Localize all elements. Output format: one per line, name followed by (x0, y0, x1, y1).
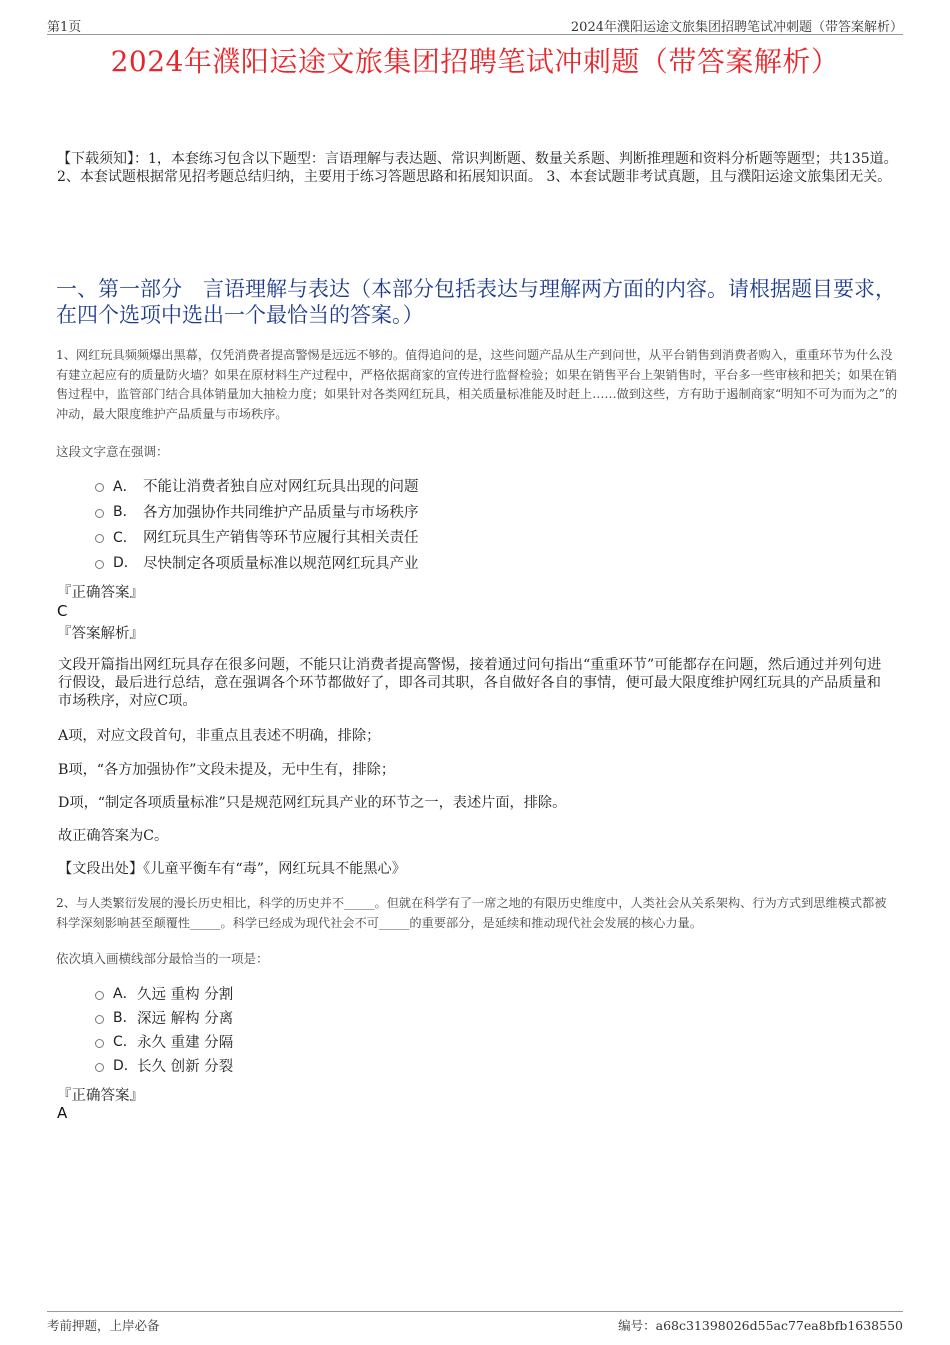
question-1-prompt: 这段文字意在强调： (56, 444, 169, 459)
footer-slogan: 考前押题，上岸必备 (47, 1318, 160, 1333)
question-2-option-c[interactable]: C． 永久 重建 分隔 (95, 1029, 233, 1053)
question-1-option-b[interactable]: B． 各方加强协作共同维护产品质量与市场秩序 (95, 499, 419, 525)
question-2-prompt: 依次填入画横线部分最恰当的一项是： (56, 951, 269, 966)
analysis-paragraph: B项，“各方加强协作”文段未提及，无中生有，排除； (58, 762, 396, 778)
radio-icon[interactable] (95, 509, 104, 518)
radio-icon[interactable] (95, 1063, 104, 1072)
question-2-option-a[interactable]: A． 久远 重构 分割 (95, 981, 233, 1005)
page-number: 第1页 (47, 20, 82, 35)
radio-icon[interactable] (95, 1015, 104, 1024)
header-doc-title: 2024年濮阳运途文旅集团招聘笔试冲刺题（带答案解析） (570, 20, 903, 35)
analysis-source: 【文段出处】《儿童平衡车有“毒”，网红玩具不能黑心》 (58, 861, 406, 877)
question-1-option-c[interactable]: C． 网红玩具生产销售等环节应履行其相关责任 (95, 524, 419, 550)
radio-icon[interactable] (95, 1039, 104, 1048)
question-1-option-d[interactable]: D． 尽快制定各项质量标准以规范网红玩具产业 (95, 550, 419, 576)
radio-icon[interactable] (95, 560, 104, 569)
question-2-options (95, 981, 233, 1077)
question-1-answer: C (57, 602, 68, 620)
document-title: 2024年濮阳运途文旅集团招聘笔试冲刺题（带答案解析） (110, 45, 840, 78)
question-1-text: 1、网红玩具频频爆出黑幕，仅凭消费者提高警惕是远远不够的。值得追问的是，这些问题产品从生产到问世，从平台销售到消费者购入，重重环节为什么没有建立起应有的质量防火墙？如果在原材料生产过程中，严格依据商家的宣传进行监督检验；如果在销售平台上架销售时，平台多一些审核和把关；如果在销售过程中，监管部门结合具体销量加大抽检力度；如果针对各类网红玩具，相关质量标准能及时赶上……做到这些，方有助于遏制商家“明知不可为而为之”的冲动，最大限度维护产品质量与市场秩序。 (56, 348, 898, 421)
analysis-paragraph: A项，对应文段首句，非重点且表述不明确，排除； (58, 728, 381, 744)
radio-icon[interactable] (95, 534, 104, 543)
question-2-option-d[interactable]: D． 长久 创新 分裂 (95, 1053, 233, 1077)
question-1-analysis-label: 『答案解析』 (57, 626, 144, 642)
download-notice: 【下载须知】：1，本套练习包含以下题型：言语理解与表达题、常识判断题、数量关系题、判断推理题和资料分析题等题型；共135道。 2、本套试题根据常见招考题总结归纳，主要用于练习答题思路和拓展知识面。 3、本套试题非考试真题，且与濮阳运途文旅集团无关。 (57, 151, 898, 185)
question-2-text: 2、与人类繁衍发展的漫长历史相比，科学的历史并不_____。但就在科学有了一席之地的有限历史维度中，人类社会从关系架构、行为方式到思维模式都被科学深刻影响甚至颠覆性_____。科学已经成为现代社会不可_____的重要部分，是延续和推动现代社会发展的核心力量。 (56, 896, 887, 930)
radio-icon[interactable] (95, 483, 104, 492)
page-header (47, 14, 903, 35)
question-1-options (95, 473, 419, 575)
footer-serial: 编号：a68c31398026d55ac77ea8bfb1638550 (618, 1318, 903, 1333)
radio-icon[interactable] (95, 991, 104, 1000)
question-1-option-a[interactable]: A． 不能让消费者独自应对网红玩具出现的问题 (95, 473, 419, 499)
analysis-paragraph: D项，“制定各项质量标准”只是规范网红玩具产业的环节之一，表述片面，排除。 (58, 795, 567, 811)
analysis-conclusion: 故正确答案为C。 (58, 828, 169, 844)
analysis-paragraph: 文段开篇指出网红玩具存在很多问题，不能只让消费者提高警惕，接着通过问句指出“重重环节”可能都存在问题，然后通过并列句进行假设，最后进行总结，意在强调各个环节都做好了，即各司其职，各自做好各自的事情，便可最大限度维护网红玩具的产品质量和市场秩序，对应C项。 (58, 657, 882, 709)
question-1-answer-label: 『正确答案』 (57, 585, 144, 601)
page-footer (47, 1311, 903, 1333)
question-2-answer: A (57, 1104, 68, 1122)
question-2-answer-label: 『正确答案』 (57, 1088, 144, 1104)
question-2-option-b[interactable]: B． 深远 解构 分离 (95, 1005, 233, 1029)
section-heading: 一、第一部分 言语理解与表达（本部分包括表达与理解两方面的内容。请根据题目要求，在四个选项中选出一个最恰当的答案。） (56, 277, 896, 327)
